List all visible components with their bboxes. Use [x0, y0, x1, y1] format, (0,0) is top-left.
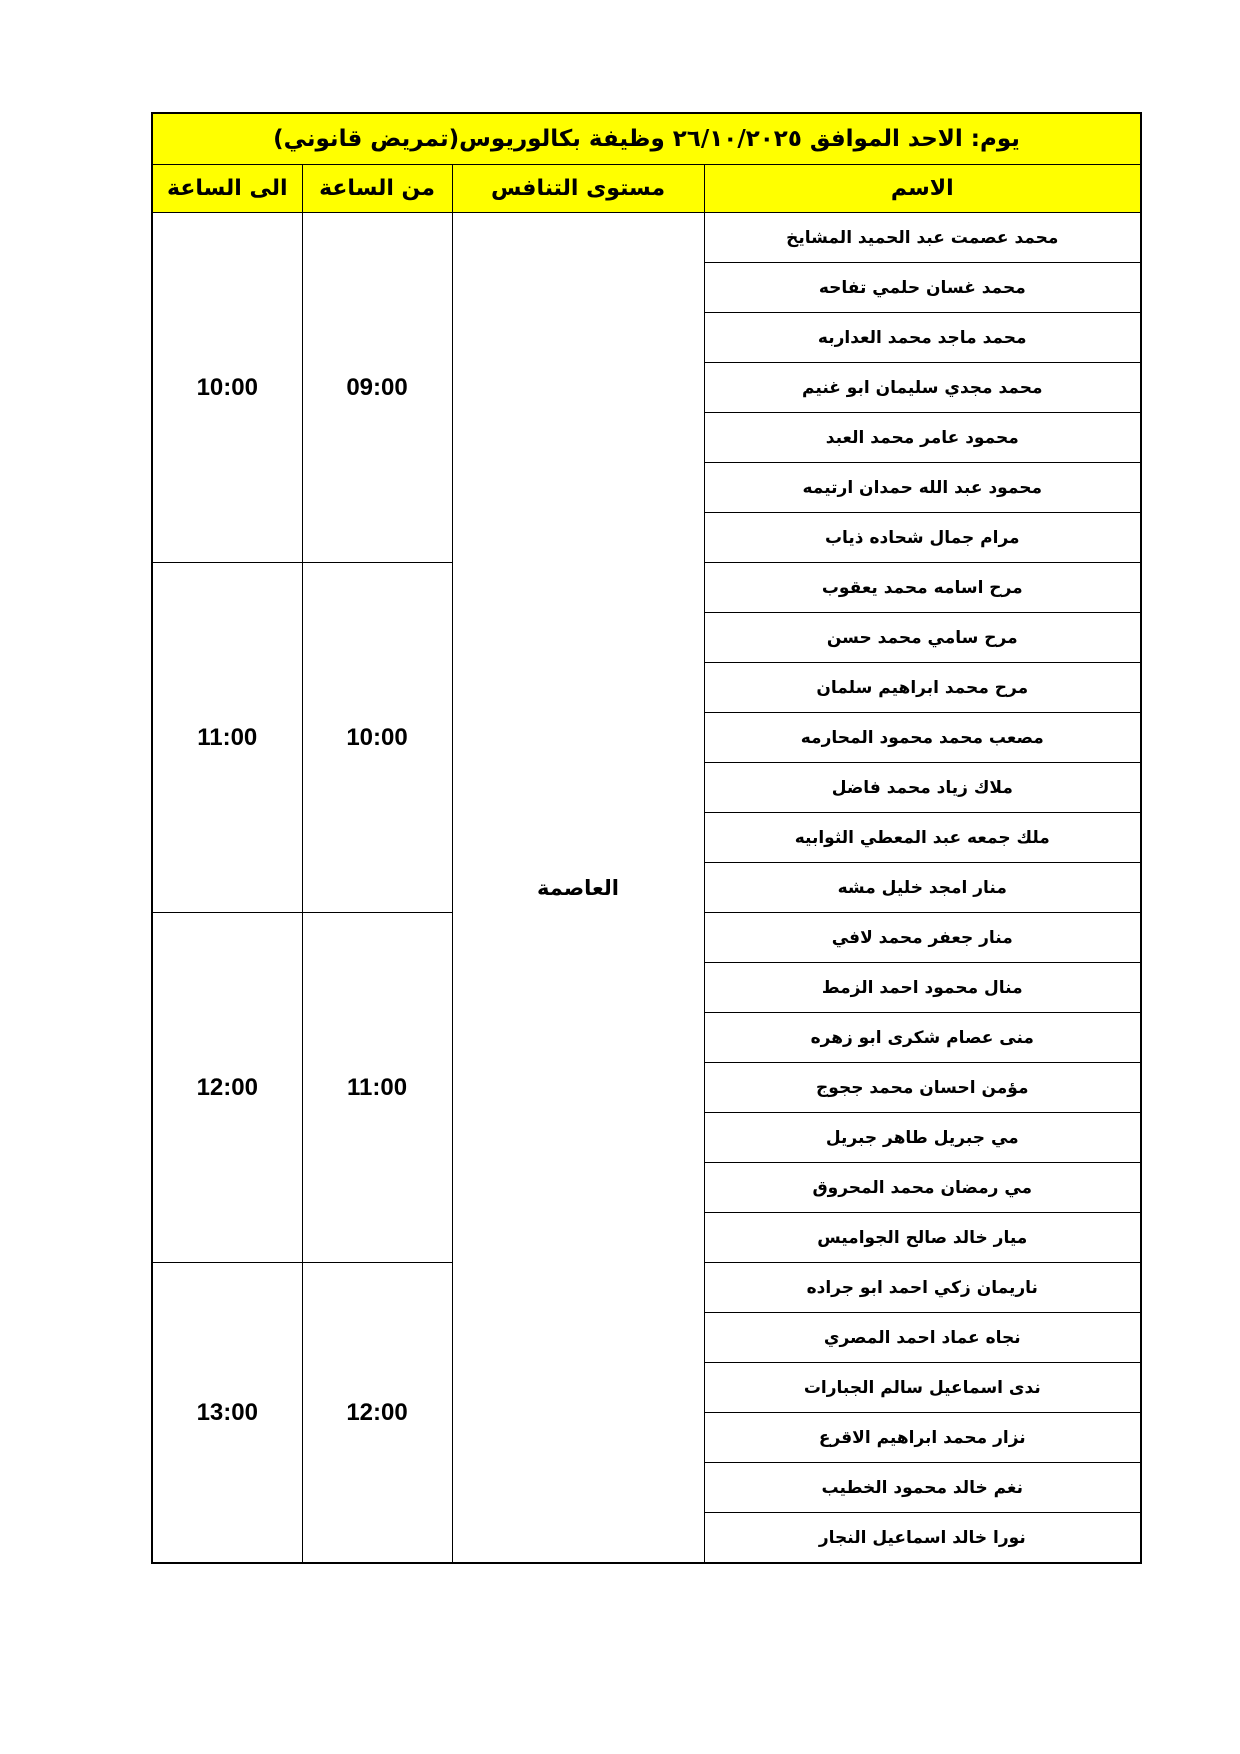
candidate-name: منار امجد خليل مشه: [704, 863, 1141, 913]
candidate-name: مي رمضان محمد المحروق: [704, 1163, 1141, 1213]
header-to: الى الساعة: [152, 165, 302, 213]
time-from: 12:00: [302, 1263, 452, 1564]
candidate-name: محمد ماجد محمد العداربه: [704, 313, 1141, 363]
title-row: [152, 113, 1141, 165]
candidate-name: مرح محمد ابراهيم سلمان: [704, 663, 1141, 713]
candidate-name: ميار خالد صالح الجواميس: [704, 1213, 1141, 1263]
candidate-name: نجاه عماد احمد المصري: [704, 1313, 1141, 1363]
time-from: 09:00: [302, 213, 452, 563]
header-row: [152, 165, 1141, 213]
candidate-name: مؤمن احسان محمد ججوج: [704, 1063, 1141, 1113]
page-title: يوم: الاحد الموافق ٢٦/١٠/٢٠٢٥ وظيفة بكالوريوس(تمريض قانوني): [152, 113, 1141, 165]
candidate-name: محمد مجدي سليمان ابو غنيم: [704, 363, 1141, 413]
candidate-name: منال محمود احمد الزمط: [704, 963, 1141, 1013]
candidate-name: نزار محمد ابراهيم الاقرع: [704, 1413, 1141, 1463]
time-to: 11:00: [152, 563, 302, 913]
candidate-name: مصعب محمد محمود المحارمه: [704, 713, 1141, 763]
time-to: 13:00: [152, 1263, 302, 1564]
candidate-name: منار جعفر محمد لافي: [704, 913, 1141, 963]
schedule-sheet: [151, 112, 1140, 1564]
candidate-name: مرح سامي محمد حسن: [704, 613, 1141, 663]
competition-level: العاصمة: [452, 213, 704, 1564]
candidate-name: محمود عبد الله حمدان ارتيمه: [704, 463, 1141, 513]
time-from: 11:00: [302, 913, 452, 1263]
candidate-name: محمود عامر محمد العبد: [704, 413, 1141, 463]
candidate-name: نورا خالد اسماعيل النجار: [704, 1513, 1141, 1564]
candidate-name: نغم خالد محمود الخطيب: [704, 1463, 1141, 1513]
candidate-name: ندى اسماعيل سالم الجبارات: [704, 1363, 1141, 1413]
header-from: من الساعة: [302, 165, 452, 213]
table-row: [152, 213, 1141, 263]
schedule-table: [151, 112, 1142, 1564]
candidate-name: ملاك زياد محمد فاضل: [704, 763, 1141, 813]
candidate-name: محمد غسان حلمي تفاحه: [704, 263, 1141, 313]
candidate-name: ملك جمعه عبد المعطي الثوابيه: [704, 813, 1141, 863]
candidate-name: محمد عصمت عبد الحميد المشايخ: [704, 213, 1141, 263]
candidate-name: مرح اسامه محمد يعقوب: [704, 563, 1141, 613]
header-level: مستوى التنافس: [452, 165, 704, 213]
candidate-name: مي جبريل طاهر جبريل: [704, 1113, 1141, 1163]
time-from: 10:00: [302, 563, 452, 913]
candidate-name: ناريمان زكي احمد ابو جراده: [704, 1263, 1141, 1313]
header-name: الاسم: [704, 165, 1141, 213]
time-to: 10:00: [152, 213, 302, 563]
time-to: 12:00: [152, 913, 302, 1263]
candidate-name: مرام جمال شحاده ذياب: [704, 513, 1141, 563]
candidate-name: منى عصام شكرى ابو زهره: [704, 1013, 1141, 1063]
